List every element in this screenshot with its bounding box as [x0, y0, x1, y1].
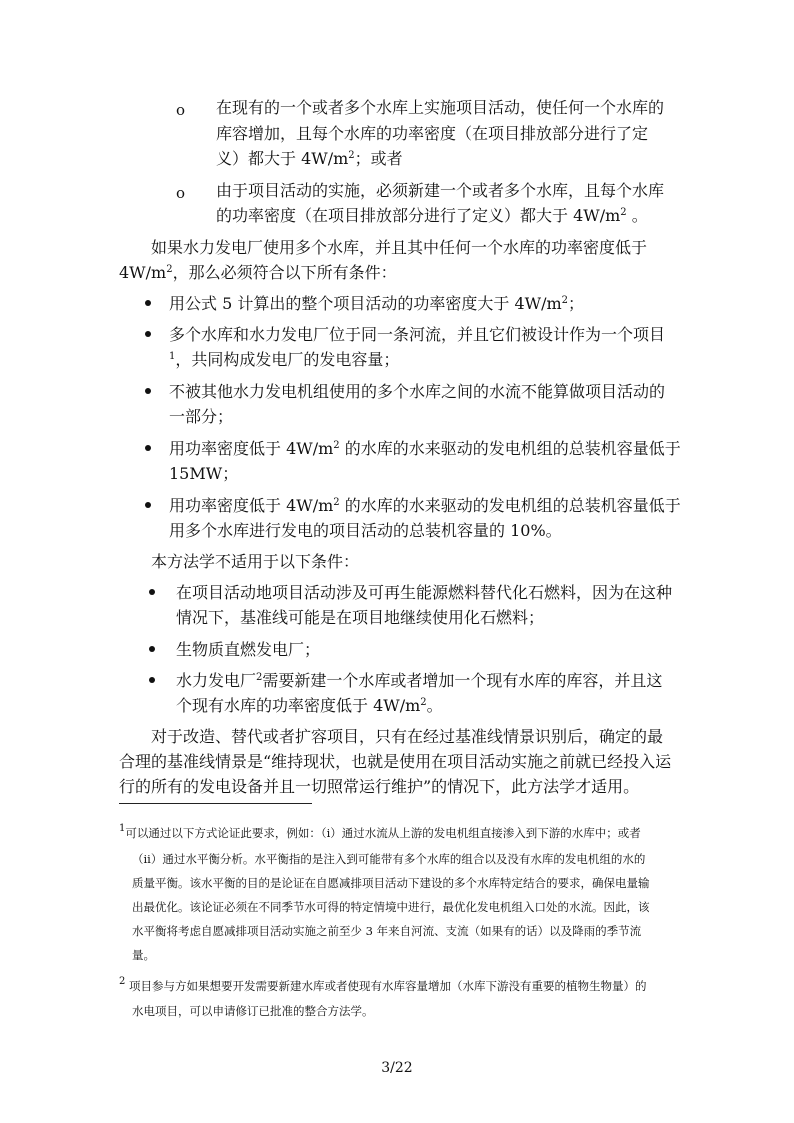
footnote-separator: [119, 803, 312, 804]
list-item: 生物质直燃发电厂；: [176, 640, 321, 659]
bullet-icon: [145, 502, 151, 508]
list-item: 用多个水库进行发电的项目活动的总装机容量的 10%。: [169, 521, 562, 540]
list-item: 水力发电厂$^2$需要新建一个水库或者增加一个现有水库的库容，并且这: [176, 671, 663, 690]
list-item: 不被其他水力发电机组使用的多个水库之间的水流不能算做项目活动的: [169, 382, 666, 401]
list-item: 情况下，基准线可能是在项目地继续使用化石燃料；: [176, 608, 545, 627]
sub-bullet-marker: o: [176, 101, 186, 119]
list-item: 多个水库和水力发电厂位于同一条河流，并且它们被设计作为一个项目: [169, 325, 666, 344]
list-item: 个现有水库的功率密度低于 $4W/m^2$。: [176, 696, 443, 715]
bullet-icon: [145, 331, 151, 337]
paragraph-line: 行的所有的发电设备并且一切照常运行维护”的情况下，此方法学才适用。: [119, 777, 640, 796]
list-item: 用功率密度低于 $4W/m^2$ 的水库的水来驱动的发电机组的总装机容量低于: [169, 496, 681, 515]
list-item: 用功率密度低于 $4W/m^2$ 的水库的水来驱动的发电机组的总装机容量低于: [169, 439, 681, 458]
list-item: 在项目活动地项目活动涉及可再生能源燃料替代化石燃料，因为在这种: [176, 583, 673, 602]
paragraph-line: 如果水力发电厂使用多个水库，并且其中任何一个水库的功率密度低于: [151, 238, 648, 257]
paragraph-line: 合理的基准线情景是“维持现状，也就是使用在项目活动实施之前就已经投入运: [119, 752, 672, 771]
text-line: 由于项目活动的实施，必须新建一个或者多个水库，且每个水库: [216, 181, 665, 200]
bullet-icon: [149, 646, 155, 652]
footnote-line: （ii）通过水平衡分析。水平衡指的是注入到可能带有多个水库的组合以及没有水库的发电机组的水的: [132, 852, 646, 866]
text-line: 在现有的一个或者多个水库上实施项目活动，使任何一个水库的: [216, 98, 665, 117]
list-item: $^1$，共同构成发电厂的发电容量；: [169, 350, 400, 369]
paragraph-line: 本方法学不适用于以下条件：: [151, 552, 360, 571]
page-number: 3/22: [381, 1060, 413, 1076]
bullet-icon: [145, 300, 151, 306]
list-item: 用公式 5 计算出的整个项目活动的功率密度大于 $4W/m^2$；: [169, 294, 585, 313]
footnote-line: $^1$可以通过以下方式论证此要求，例如：（i）通过水流从上游的发电机组直接渗入到下游的水库中；或者: [119, 823, 641, 840]
text-line: 的功率密度（在项目排放部分进行了定义）都大于 $4W/m^2$ 。: [216, 206, 648, 225]
list-item: 一部分；: [169, 407, 234, 426]
text-line: 库容增加，且每个水库的功率密度（在项目排放部分进行了定: [216, 124, 649, 143]
footnote-line: 出最优化。该论证必须在不同季节水可得的特定情境中进行，最优化发电机组入口处的水流。因此，该: [132, 900, 650, 914]
bullet-icon: [145, 388, 151, 394]
footnote-line: 水电项目，可以申请修订已批准的整合方法学。: [132, 1004, 374, 1018]
bullet-icon: [149, 677, 155, 683]
footnote-line: $^2$ 项目参与方如果想要开发需要新建水库或者使现有水库容量增加（水库下游没有重要的植物生物量）的: [119, 976, 647, 993]
list-item: 15MW；: [169, 464, 239, 483]
footnote-line: 水平衡将考虑自愿减排项目活动实施之前至少 3 年来自河流、支流（如果有的话）以及降雨的季节流: [132, 924, 642, 938]
text-line: 义）都大于 $4W/m^2$；或者: [216, 149, 403, 168]
paragraph-line: 对于改造、替代或者扩容项目，只有在经过基准线情景识别后，确定的最: [151, 727, 664, 746]
footnote-line: 质量平衡。该水平衡的目的是论证在自愿减排项目活动下建设的多个水库特定结合的要求，确保电量输: [132, 876, 650, 890]
sub-bullet-marker: o: [176, 184, 186, 202]
footnote-line: 量。: [132, 948, 155, 962]
paragraph-line: $4W/m^2$，那么必须符合以下所有条件：: [119, 263, 397, 282]
bullet-icon: [149, 589, 155, 595]
bullet-icon: [145, 445, 151, 451]
